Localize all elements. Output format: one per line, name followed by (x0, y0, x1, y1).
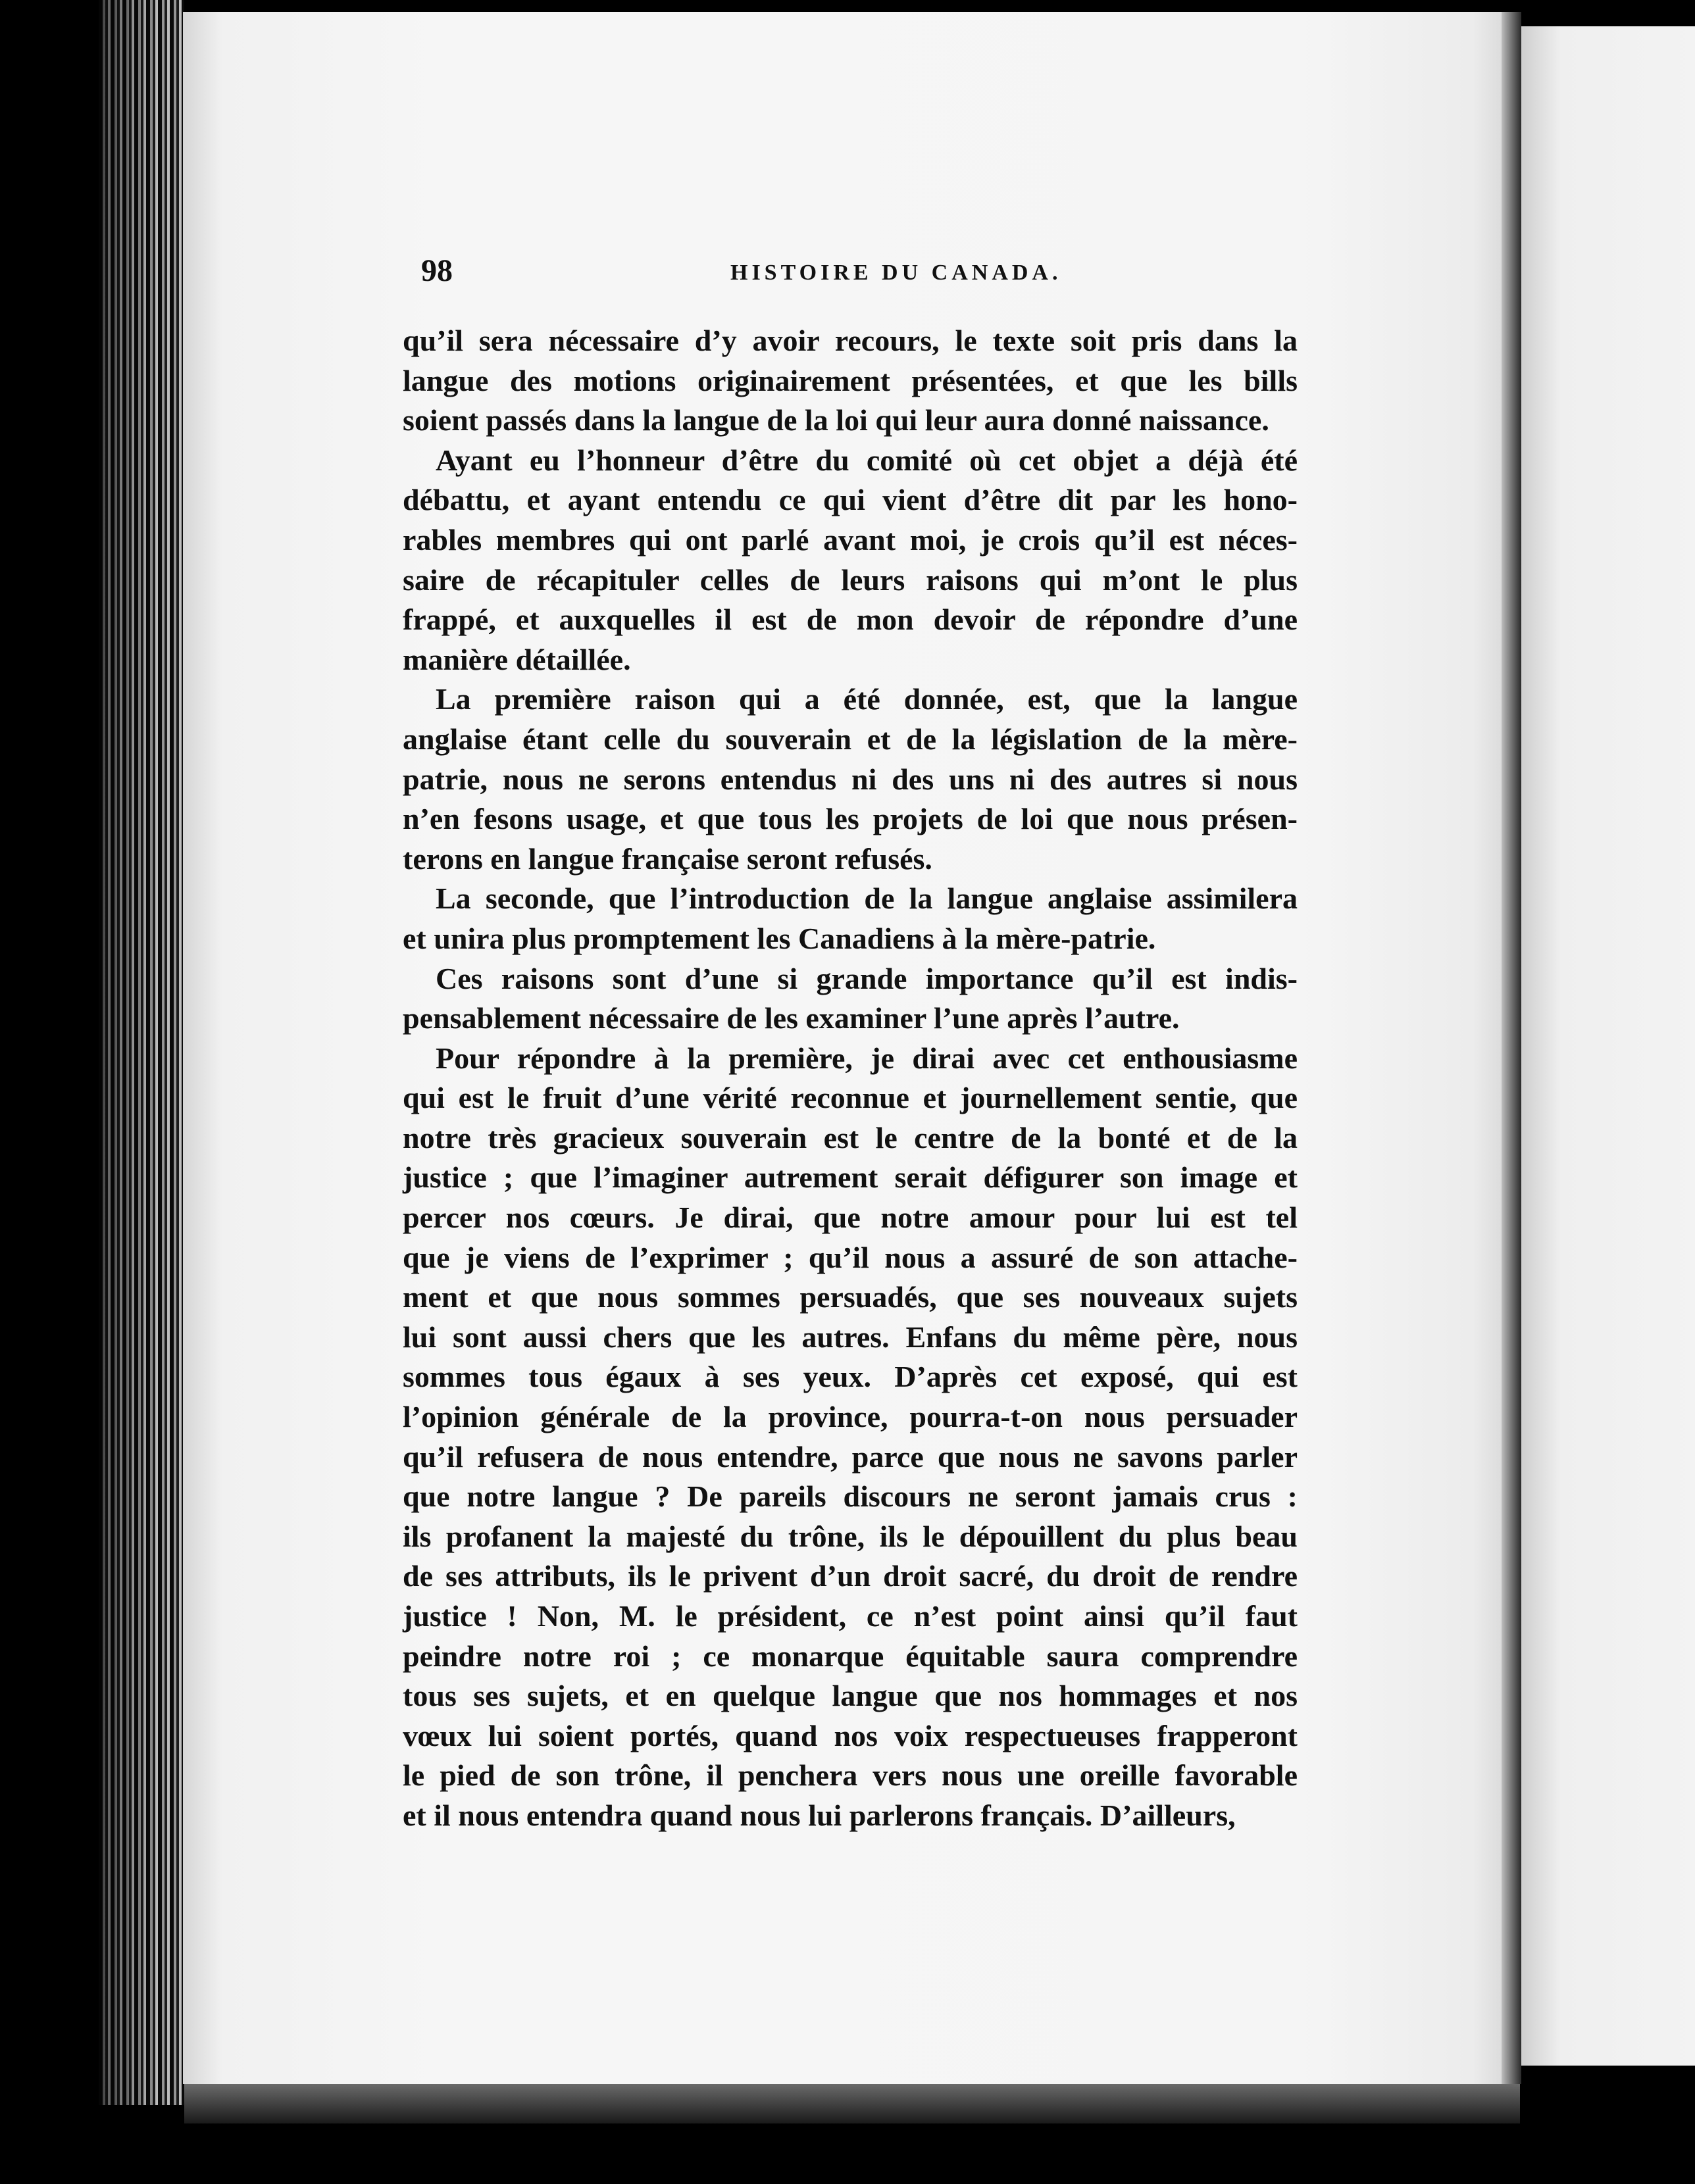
paragraph (403, 321, 1298, 441)
text-line: ils profanent la majesté du trône, ils le dépouillent du plus beau (403, 1519, 1298, 1553)
text-line: l’opinion générale de la province, pourra-t-on nous persuader (403, 1400, 1298, 1434)
text-line: langue des motions originairement présentées, et que les bills (403, 363, 1298, 397)
text-line: Ces raisons sont d’une si grande importance qu’il est indis- (436, 961, 1298, 995)
text-line: lui sont aussi chers que les autres. Enfans du même père, nous (403, 1320, 1298, 1354)
text-line: vœux lui soient portés, quand nos voix respectueuses frapperont (403, 1718, 1298, 1752)
paragraph (403, 441, 1298, 680)
paragraph (403, 680, 1298, 879)
text-line: ment et que nous sommes persuadés, que ses nouveaux sujets (403, 1280, 1298, 1314)
text-line: soient passés dans la langue de la loi qui leur aura donné naissance. (403, 403, 1269, 437)
text-line: Ayant eu l’honneur d’être du comité où cet objet a déjà été (436, 443, 1298, 477)
text-line: Pour répondre à la première, je dirai avec cet enthousiasme (436, 1041, 1298, 1075)
text-line: débattu, et ayant entendu ce qui vient d’être dit par les hono- (403, 483, 1298, 517)
text-line: et il nous entendra quand nous lui parlerons français. D’ailleurs, (403, 1798, 1236, 1832)
text-line: qui est le fruit d’une vérité reconnue et journellement sentie, que (403, 1081, 1298, 1115)
paragraph (403, 959, 1298, 1039)
text-line: terons en langue française seront refusés. (403, 841, 932, 876)
adjacent-page-edge (1521, 26, 1695, 2066)
text-line: sommes tous égaux à ses yeux. D’après cet exposé, qui est (403, 1360, 1298, 1394)
body-text (403, 321, 1298, 1836)
paragraph (403, 879, 1298, 958)
text-line: patrie, nous ne serons entendus ni des uns ni des autres si nous (403, 762, 1298, 796)
text-line: saire de récapituler celles de leurs raisons qui m’ont le plus (403, 562, 1298, 597)
paragraph (403, 1039, 1298, 1836)
text-line: justice ; que l’imaginer autrement serait défigurer son image et (403, 1160, 1298, 1195)
text-line: que notre langue ? De pareils discours ne seront jamais crus : (403, 1479, 1298, 1514)
text-line: et unira plus promptement les Canadiens à la mère-patrie. (403, 921, 1156, 955)
text-line: le pied de son trône, il penchera vers nous une oreille favorable (403, 1758, 1298, 1793)
text-line: manière détaillée. (403, 642, 631, 676)
text-line: pensablement nécessaire de les examiner l’une après l’autre. (403, 1001, 1180, 1035)
page-number: 98 (421, 253, 453, 288)
text-line: percer nos cœurs. Je dirai, que notre amour pour lui est tel (403, 1201, 1298, 1235)
text-line: qu’il sera nécessaire d’y avoir recours, le texte soit pris dans la (403, 324, 1298, 357)
running-head: HISTOIRE DU CANADA. (730, 261, 1062, 285)
text-line: que je viens de l’exprimer ; qu’il nous a assuré de son attache- (403, 1240, 1298, 1274)
text-line: La seconde, que l’introduction de la langue anglaise assimilera (436, 881, 1298, 916)
text-line: frappé, et auxquelles il est de mon devoir de répondre d’une (403, 603, 1298, 637)
text-line: justice ! Non, M. le président, ce n’est point ainsi qu’il faut (403, 1599, 1298, 1633)
text-line: tous ses sujets, et en quelque langue que nos hommages et nos (403, 1679, 1298, 1713)
page-gutter (1502, 12, 1521, 2084)
scan-bottom-edge (184, 2084, 1520, 2123)
text-line: peindre notre roi ; ce monarque équitable saura comprendre (403, 1639, 1298, 1673)
page-header (421, 253, 1316, 299)
text-line: qu’il refusera de nous entendre, parce que nous ne savons parler (403, 1439, 1298, 1474)
text-line: notre très gracieux souverain est le centre de la bonté et de la (403, 1120, 1298, 1154)
text-line: de ses attributs, ils le privent d’un droit sacré, du droit de rendre (403, 1559, 1298, 1593)
text-line: La première raison qui a été donnée, est, que la langue (436, 682, 1298, 716)
page-block-shadow (99, 0, 184, 2105)
text-line: anglaise étant celle du souverain et de la législation de la mère- (403, 722, 1298, 756)
text-line: rables membres qui ont parlé avant moi, je crois qu’il est néces- (403, 522, 1298, 557)
text-line: n’en fesons usage, et que tous les projets de loi que nous présen- (403, 802, 1298, 836)
